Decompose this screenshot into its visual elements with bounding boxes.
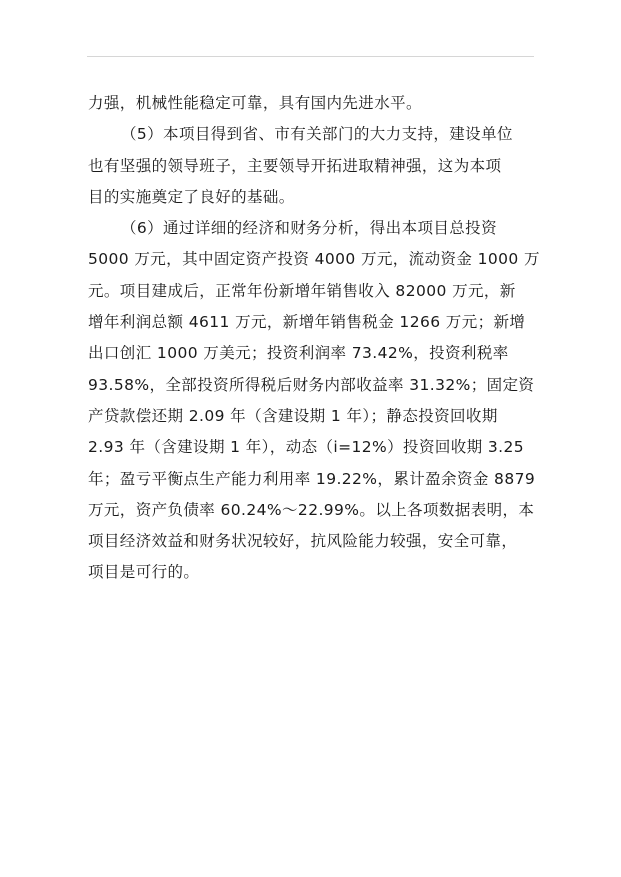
text-line: 力强，机械性能稳定可靠，具有国内先进水平。 xyxy=(88,94,422,112)
text-line: 元。项目建成后，正常年份新增年销售收入 82000 万元，新 xyxy=(88,281,516,300)
header-divider xyxy=(87,56,534,57)
text-line: 出口创汇 1000 万美元；投资利润率 73.42%，投资利税率 xyxy=(88,344,509,363)
text-line: 万元，资产负债率 60.24%～22.99%。以上各项数据表明，本 xyxy=(88,500,535,519)
text-line: 项目是可行的。 xyxy=(88,563,200,582)
text-line: 也有坚强的领导班子，主要领导开拓进取精神强，这为本项 xyxy=(88,156,502,175)
document-body xyxy=(88,88,540,589)
text-line: （6）通过详细的经济和财务分析，得出本项目总投资 xyxy=(121,219,497,238)
text-line: 增年利润总额 4611 万元，新增年销售税金 1266 万元；新增 xyxy=(88,313,526,332)
text-line: 产贷款偿还期 2.09 年（含建设期 1 年）；静态投资回收期 xyxy=(88,406,498,425)
text-line: 93.58%，全部投资所得税后财务内部收益率 31.32%；固定资 xyxy=(88,375,535,394)
paragraph-continuation xyxy=(88,88,536,119)
paragraph-item-6 xyxy=(88,213,540,589)
text-line: 2.93 年（含建设期 1 年），动态（i=12%）投资回收期 3.25 xyxy=(88,438,524,457)
paragraph-item-5 xyxy=(88,119,536,213)
text-line: 5000 万元，其中固定资产投资 4000 万元，流动资金 1000 万 xyxy=(88,250,540,269)
text-line: （5）本项目得到省、市有关部门的大力支持，建设单位 xyxy=(121,125,513,144)
text-line: 项目经济效益和财务状况较好，抗风险能力较强，安全可靠， xyxy=(88,532,518,551)
text-line: 目的实施奠定了良好的基础。 xyxy=(88,187,295,206)
text-line: 年；盈亏平衡点生产能力利用率 19.22%，累计盈余资金 8879 xyxy=(88,469,536,488)
